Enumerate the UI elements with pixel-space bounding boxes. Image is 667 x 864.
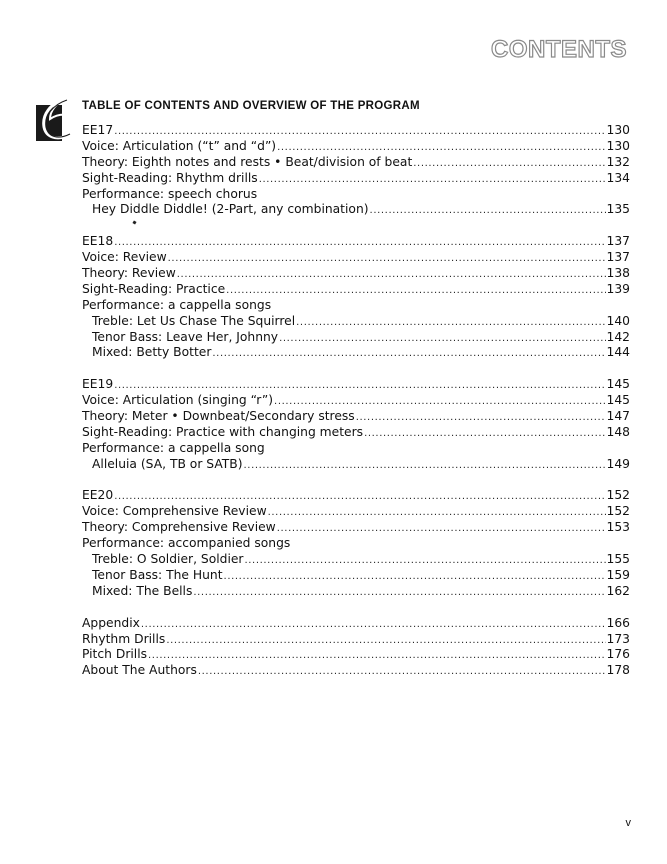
toc-entry-page: 138 — [606, 266, 630, 281]
dot-leader — [268, 505, 606, 521]
toc-entry[interactable] — [82, 488, 630, 504]
toc-entry-label: EE19 — [82, 377, 114, 392]
toc-entry-label: Theory: Review — [82, 266, 176, 281]
toc-entry-page: 132 — [606, 154, 630, 169]
toc-entry[interactable] — [82, 345, 630, 361]
group-spacer — [82, 600, 630, 616]
toc-entry-page: 173 — [606, 631, 630, 646]
toc-entry[interactable] — [82, 330, 630, 346]
toc-entry[interactable] — [82, 441, 630, 457]
toc-entry-label: Performance: speech chorus — [82, 186, 258, 201]
dot-leader — [114, 489, 605, 505]
toc-entry-label: Sight-Reading: Practice — [82, 281, 226, 296]
dot-leader — [296, 315, 605, 331]
toc-entry[interactable] — [82, 520, 630, 536]
toc-entry[interactable] — [82, 536, 630, 552]
toc-entry-label: Treble: Let Us Chase The Squirrel — [92, 313, 296, 328]
dot-leader — [141, 617, 606, 633]
toc-entry-label: Treble: O Soldier, Soldier — [92, 552, 244, 567]
toc-entry-label: Alleluia (SA, TB or SATB) — [92, 456, 243, 471]
dot-leader — [198, 664, 606, 680]
dot-leader — [166, 633, 605, 649]
toc-entry-label: Tenor Bass: The Hunt — [92, 567, 223, 582]
toc-entry-label: Pitch Drills — [82, 647, 148, 662]
toc-entry-label: Tenor Bass: Leave Her, Johnny — [92, 329, 279, 344]
toc-entry[interactable] — [82, 298, 630, 314]
dot-leader — [114, 124, 605, 140]
dot-leader — [114, 378, 605, 394]
toc-entry-page: 166 — [606, 615, 630, 630]
toc-entry-page: 147 — [606, 409, 630, 424]
toc-entry[interactable] — [82, 139, 630, 155]
toc-entry-label: Theory: Meter • Downbeat/Secondary stress — [82, 409, 355, 424]
toc-entry-page: 155 — [606, 552, 630, 567]
toc-entry-label: EE17 — [82, 123, 114, 137]
dot-leader — [193, 585, 605, 601]
toc-entry[interactable] — [82, 393, 630, 409]
dot-leader — [244, 553, 605, 569]
toc-entry-page: 130 — [606, 138, 630, 153]
toc-entry-page: 152 — [606, 504, 630, 519]
page-title: CONTENTS — [491, 36, 627, 63]
toc-entry-label: Performance: a cappella songs — [82, 297, 272, 312]
toc-entry[interactable] — [82, 202, 630, 218]
essential-elements-logo-icon — [36, 97, 72, 143]
page-number: v — [625, 817, 631, 829]
dot-leader — [177, 267, 606, 283]
dot-leader — [148, 648, 605, 664]
dot-leader — [277, 521, 606, 537]
toc-entry-page: 149 — [606, 456, 630, 471]
toc-entry-page: 135 — [606, 202, 630, 217]
toc-entry[interactable] — [82, 425, 630, 441]
group-spacer — [82, 218, 630, 234]
toc-entry[interactable] — [82, 552, 630, 568]
toc-entry-page: 152 — [606, 488, 630, 503]
toc-entry-label: Rhythm Drills — [82, 631, 166, 646]
toc-entry-page: 134 — [606, 170, 630, 185]
toc-entry[interactable] — [82, 377, 630, 393]
toc-entry[interactable] — [82, 282, 630, 298]
dot-leader — [244, 458, 606, 474]
toc-entry-page: 144 — [606, 345, 630, 360]
dot-leader — [259, 172, 606, 188]
dot-leader — [226, 283, 605, 299]
toc-entry-page: 145 — [606, 377, 630, 392]
toc-entry-label: Theory: Eighth notes and rests • Beat/division of beat — [82, 154, 413, 169]
toc-entry-label: Voice: Review — [82, 250, 167, 265]
toc-entry[interactable] — [82, 155, 630, 171]
toc-entry[interactable] — [82, 584, 630, 600]
toc-entry-label: Performance: a cappella song — [82, 440, 265, 455]
toc-entry-page: 137 — [606, 234, 630, 249]
dot-leader — [364, 426, 605, 442]
dot-leader — [168, 251, 606, 267]
toc-entry-label: EE18 — [82, 234, 114, 249]
toc-entry-label: Sight-Reading: Practice with changing meters — [82, 424, 364, 439]
toc-entry-label: Voice: Articulation (singing “r”) — [82, 393, 274, 408]
toc-entry-label: Performance: accompanied songs — [82, 536, 291, 551]
group-spacer — [82, 473, 630, 489]
toc-entry-page: 159 — [606, 567, 630, 582]
dot-leader — [274, 394, 605, 410]
dot-leader — [370, 203, 606, 219]
toc-entry[interactable] — [82, 409, 630, 425]
toc-entry-label: About The Authors — [82, 663, 197, 678]
toc-entry-page: 178 — [606, 663, 630, 678]
toc-entry[interactable] — [82, 234, 630, 250]
toc-entry[interactable] — [82, 663, 630, 679]
toc-entry-page: 162 — [606, 583, 630, 598]
toc-entry-page: 130 — [606, 123, 630, 137]
dot-leader — [224, 569, 606, 585]
toc-entry-label: Theory: Comprehensive Review — [82, 520, 276, 535]
table-of-contents — [82, 123, 630, 679]
toc-entry[interactable] — [82, 171, 630, 187]
dot-leader — [356, 410, 606, 426]
toc-entry[interactable] — [82, 568, 630, 584]
toc-entry-page: 153 — [606, 520, 630, 535]
toc-entry-label: EE20 — [82, 488, 114, 503]
toc-entry-label: Mixed: The Bells — [92, 583, 193, 598]
toc-entry[interactable] — [82, 632, 630, 648]
toc-entry-page: 137 — [606, 250, 630, 265]
toc-entry-page: 139 — [606, 281, 630, 296]
toc-entry[interactable] — [82, 504, 630, 520]
toc-entry-label: Appendix — [82, 615, 140, 630]
dot-leader — [413, 156, 605, 172]
dot-leader — [114, 235, 605, 251]
toc-entry-page: 176 — [606, 647, 630, 662]
toc-entry-label: Voice: Articulation (“t” and “d”) — [82, 138, 277, 153]
toc-entry-page: 142 — [606, 329, 630, 344]
toc-entry-label: Mixed: Betty Botter — [92, 345, 212, 360]
toc-entry-page: 140 — [606, 313, 630, 328]
toc-entry[interactable] — [82, 314, 630, 330]
toc-entry-label: Hey Diddle Diddle! (2-Part, any combination) — [92, 202, 369, 217]
dot-leader — [212, 346, 605, 362]
dot-leader — [279, 331, 605, 347]
toc-entry[interactable] — [82, 647, 630, 663]
group-spacer — [82, 361, 630, 377]
toc-entry-page: 145 — [606, 393, 630, 408]
toc-entry[interactable] — [82, 266, 630, 282]
toc-entry[interactable] — [82, 616, 630, 632]
toc-entry[interactable] — [82, 123, 630, 139]
section-title: TABLE OF CONTENTS AND OVERVIEW OF THE PROGRAM — [82, 100, 420, 112]
dot-leader — [277, 140, 605, 156]
toc-entry[interactable] — [82, 187, 630, 203]
toc-entry-label: Sight-Reading: Rhythm drills — [82, 170, 258, 185]
toc-entry-page: 148 — [606, 424, 630, 439]
toc-entry[interactable] — [82, 250, 630, 266]
toc-entry-label: Voice: Comprehensive Review — [82, 504, 267, 519]
toc-entry[interactable] — [82, 457, 630, 473]
